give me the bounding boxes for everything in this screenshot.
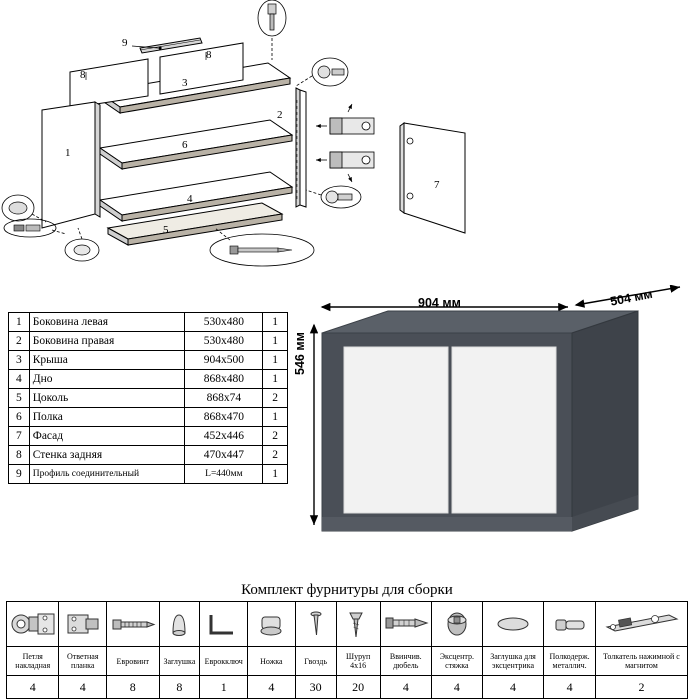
hardware-name: Толкатель нажимной с магнитом <box>595 647 687 676</box>
callout-8-left: 8 <box>80 69 86 81</box>
eccentric-tie-icon <box>431 602 482 647</box>
hardware-qty: 2 <box>595 676 687 699</box>
assembled-view <box>300 285 690 555</box>
part-name: Полка <box>29 408 185 427</box>
callout-1: 1 <box>65 147 71 159</box>
part-name: Цоколь <box>29 389 185 408</box>
part-qty: 2 <box>263 389 288 408</box>
hardware-qty: 4 <box>7 676 59 699</box>
table-row <box>9 446 288 465</box>
hardware-name-row <box>7 647 688 676</box>
part-qty: 1 <box>263 408 288 427</box>
hardware-qty: 1 <box>200 676 248 699</box>
part-qty: 1 <box>263 465 288 484</box>
part-shelf <box>100 120 292 169</box>
callout-5: 5 <box>163 224 169 236</box>
part-size: L=440мм <box>185 465 263 484</box>
table-row <box>9 332 288 351</box>
part-name: Фасад <box>29 427 185 446</box>
eccentric-callout <box>296 58 348 86</box>
hardware-qty: 4 <box>482 676 543 699</box>
part-name: Дно <box>29 370 185 389</box>
table-row <box>9 313 288 332</box>
part-size: 452х446 <box>185 427 263 446</box>
hinge-overlay-icon <box>7 602 59 647</box>
part-side-left <box>42 102 100 228</box>
part-size: 868х470 <box>185 408 263 427</box>
dimension-height-label: 546 мм <box>293 332 307 375</box>
nail-icon <box>295 602 336 647</box>
shelf-support-callout <box>306 186 361 208</box>
table-row <box>9 351 288 370</box>
assembled-cabinet-svg <box>300 285 690 555</box>
hardware-name: Ответная планка <box>59 647 107 676</box>
leg-callout <box>2 195 46 222</box>
magnet-pusher-icon <box>595 602 687 647</box>
hardware-name: Ножка <box>248 647 296 676</box>
hardware-name: Полкодерж. металлич. <box>544 647 596 676</box>
dimension-depth-label: 504 мм <box>609 286 654 309</box>
part-name: Крыша <box>29 351 185 370</box>
table-row <box>9 408 288 427</box>
euro-screw-icon <box>107 602 159 647</box>
part-qty: 1 <box>263 313 288 332</box>
part-qty: 2 <box>263 446 288 465</box>
dimension-width-label: 904 мм <box>418 296 461 310</box>
part-qty: 1 <box>263 351 288 370</box>
part-name: Боковина левая <box>29 313 185 332</box>
part-index: 7 <box>9 427 30 446</box>
hardware-name: Шуруп 4х16 <box>336 647 380 676</box>
hardware-qty-row <box>7 676 688 699</box>
shelf-support-icon <box>544 602 596 647</box>
hardware-name: Гвоздь <box>295 647 336 676</box>
hardware-name: Эксцентр. стяжка <box>431 647 482 676</box>
callout-4: 4 <box>187 193 193 205</box>
part-name: Стенка задняя <box>29 446 185 465</box>
callout-6: 6 <box>182 139 188 151</box>
part-size: 530х480 <box>185 332 263 351</box>
part-name: Профиль соединительный <box>29 465 185 484</box>
hardware-table <box>6 601 688 699</box>
hardware-section-title: Комплект фурнитуры для сборки <box>241 582 453 598</box>
part-index: 4 <box>9 370 30 389</box>
leg-icon <box>248 602 296 647</box>
eccentric-cap-icon <box>482 602 543 647</box>
callout-2: 2 <box>277 109 283 121</box>
part-qty: 1 <box>263 370 288 389</box>
confirmat-callout <box>210 228 314 266</box>
hardware-name: Петля накладная <box>7 647 59 676</box>
part-index: 5 <box>9 389 30 408</box>
hardware-qty: 4 <box>380 676 431 699</box>
cap-callout <box>65 228 99 261</box>
parts-table <box>8 312 288 484</box>
hardware-qty: 30 <box>295 676 336 699</box>
part-index: 9 <box>9 465 30 484</box>
hardware-qty: 8 <box>107 676 159 699</box>
part-index: 2 <box>9 332 30 351</box>
exploded-diagram-svg <box>0 0 480 290</box>
hardware-name: Заглушка для эксцентрика <box>482 647 543 676</box>
callout-3: 3 <box>182 77 188 89</box>
hardware-qty: 4 <box>544 676 596 699</box>
callout-7: 7 <box>434 179 440 191</box>
hinge-detail-group <box>316 104 374 182</box>
part-connector-profile <box>140 38 202 53</box>
hardware-qty: 4 <box>248 676 296 699</box>
part-door <box>400 123 465 233</box>
part-side-right <box>296 88 306 207</box>
hardware-qty: 4 <box>59 676 107 699</box>
hardware-name: Ввинчив. дюбель <box>380 647 431 676</box>
table-row <box>9 389 288 408</box>
table-row <box>9 465 288 484</box>
hinge-plate-icon <box>59 602 107 647</box>
exploded-diagram <box>0 0 480 290</box>
part-index: 3 <box>9 351 30 370</box>
callout-9: 9 <box>122 37 128 49</box>
part-index: 8 <box>9 446 30 465</box>
hardware-name: Заглушка <box>159 647 200 676</box>
part-name: Боковина правая <box>29 332 185 351</box>
part-size: 470х447 <box>185 446 263 465</box>
part-size: 904х500 <box>185 351 263 370</box>
hardware-name: Евровинт <box>107 647 159 676</box>
hardware-qty: 4 <box>431 676 482 699</box>
part-size: 530х480 <box>185 313 263 332</box>
confirmat-dowel-icon <box>380 602 431 647</box>
hardware-icon-row <box>7 602 688 647</box>
euro-key-icon <box>200 602 248 647</box>
hardware-qty: 20 <box>336 676 380 699</box>
screw-icon <box>336 602 380 647</box>
table-row <box>9 427 288 446</box>
part-qty: 2 <box>263 427 288 446</box>
part-size: 868х480 <box>185 370 263 389</box>
callout-8-right: 8 <box>206 49 212 61</box>
part-size: 868х74 <box>185 389 263 408</box>
part-index: 6 <box>9 408 30 427</box>
part-index: 1 <box>9 313 30 332</box>
hardware-name: Еврокключ <box>200 647 248 676</box>
cap-cover-icon <box>159 602 200 647</box>
hardware-qty: 8 <box>159 676 200 699</box>
part-qty: 1 <box>263 332 288 351</box>
table-row <box>9 370 288 389</box>
euro-screw-callout <box>258 0 286 60</box>
